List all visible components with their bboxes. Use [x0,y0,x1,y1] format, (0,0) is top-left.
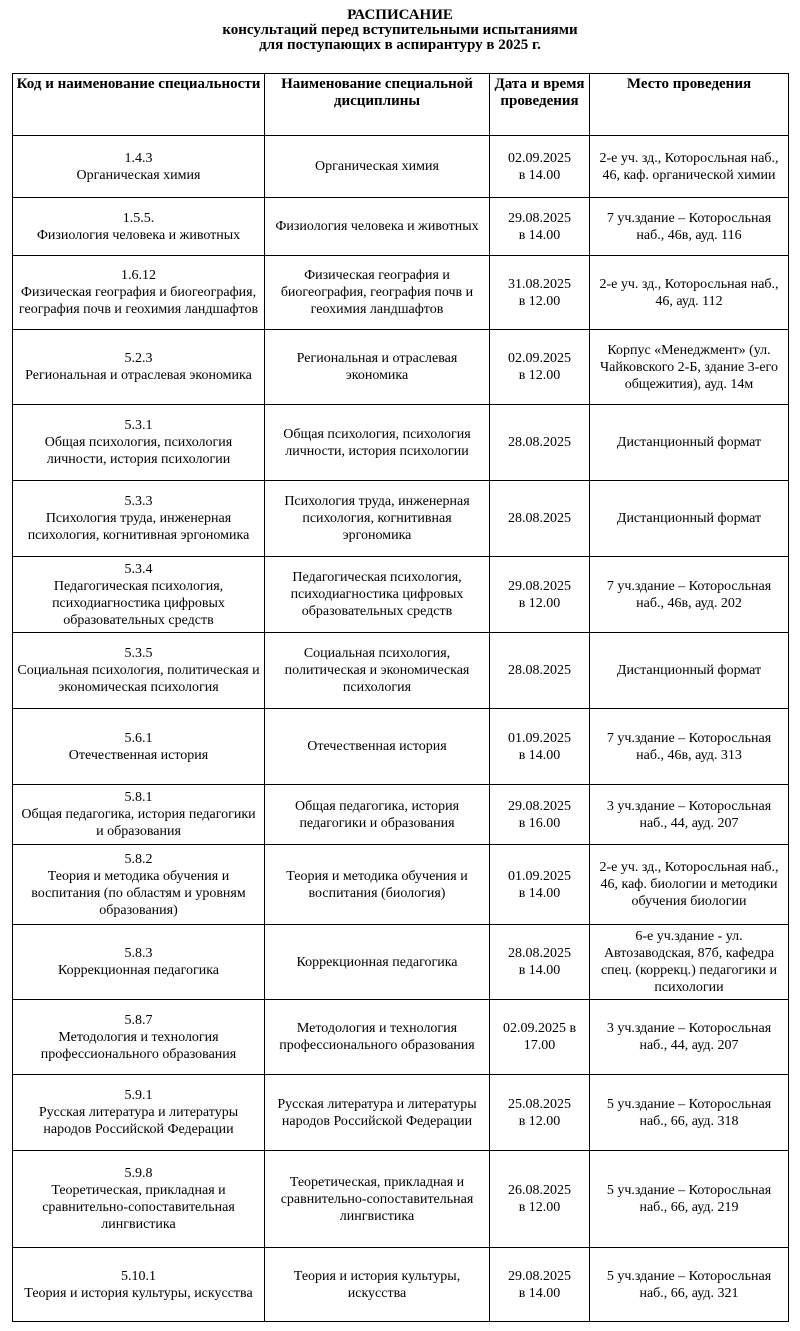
table-row [13,481,789,557]
place-cell: Дистанционный формат [590,481,789,557]
specialty-cell [13,405,265,481]
discipline-cell: Педагогическая психология, психодиагностика цифровых образовательных средств [265,557,490,633]
specialty-name: Педагогическая психология, психодиагностика цифровых образовательных средств [52,578,225,628]
date-cell [490,481,590,557]
specialty-cell [13,330,265,405]
date-value: 02.09.2025 в [502,1021,577,1036]
place-cell: 7 уч.здание – Которосльная наб., 46в, ауд. 313 [590,709,789,785]
specialty-code: 5.3.5 [124,646,153,661]
date-cell [490,633,590,709]
date-cell [490,845,590,925]
table-row [13,256,789,330]
header-place: Место проведения [590,74,789,136]
date-value: 02.09.2025 [508,351,571,366]
specialty-name: Теория и методика обучения и воспитания (по областям и уровням образования) [31,868,246,918]
specialty-cell [13,785,265,845]
table-row [13,785,789,845]
time-value: в 14.00 [518,963,561,978]
specialty-cell [13,1151,265,1248]
specialty-code: 1.5.5. [122,210,155,226]
date-cell [490,405,590,481]
schedule-body [13,136,789,1322]
time-value: в 14.00 [518,167,561,183]
place-cell: 7 уч.здание – Которосльная наб., 46в, ауд. 202 [590,557,789,633]
place-cell: 3 уч.здание – Которосльная наб., 44, ауд. 207 [590,785,789,845]
specialty-cell [13,198,265,256]
time-value: в 12.00 [518,595,561,611]
place-cell: Корпус «Менеджмент» (ул. Чайковского 2-Б, здание 3-его общежития), ауд. 14м [590,330,789,405]
document-title [0,0,800,53]
header-date: Дата и время проведения [490,74,590,136]
specialty-code: 5.9.1 [124,1088,153,1103]
specialty-name: Органическая химия [76,167,201,183]
specialty-name: Теоретическая, прикладная и сравнительно-сопоставительная лингвистика [42,1183,235,1232]
time-value: в 12.00 [518,368,561,383]
place-cell: 2-е уч. зд., Которосльная наб., 46, ауд. 112 [590,256,789,330]
specialty-name: Психология труда, инженерная психология, когнитивная эргономика [27,511,250,543]
discipline-cell: Социальная психология, политическая и экономическая психология [265,633,490,709]
place-cell: 5 уч.здание – Которосльная наб., 66, ауд. 219 [590,1151,789,1248]
specialty-cell [13,1248,265,1322]
time-value: в 12.00 [518,1200,561,1215]
specialty-name: Отечественная история [68,747,209,763]
header-discipline: Наименование специальной дисциплины [265,74,490,136]
date-cell [490,1075,590,1151]
specialty-code: 1.6.12 [121,268,156,283]
time-value: в 14.00 [518,227,561,243]
date-value: 28.08.2025 [508,946,571,961]
date-value: 25.08.2025 [508,1096,571,1112]
date-value: 28.08.2025 [508,511,571,526]
discipline-cell: Органическая химия [265,136,490,198]
specialty-code: 5.8.3 [124,946,153,961]
table-row [13,633,789,709]
table-row [13,198,789,256]
header-row [13,74,789,136]
date-value: 26.08.2025 [508,1183,571,1198]
specialty-code: 5.9.8 [124,1166,153,1181]
specialty-code: 5.8.1 [124,790,153,805]
table-row [13,845,789,925]
date-cell [490,709,590,785]
time-value: в 12.00 [518,1113,561,1129]
specialty-name: Физиология человека и животных [36,227,241,243]
discipline-cell: Коррекционная педагогика [265,925,490,1000]
date-value: 28.08.2025 [508,435,571,450]
discipline-cell: Психология труда, инженерная психология, когнитивная эргономика [265,481,490,557]
date-cell [490,1151,590,1248]
time-value: в 14.00 [518,747,561,763]
discipline-cell: Региональная и отраслевая экономика [265,330,490,405]
date-cell [490,785,590,845]
table-row [13,330,789,405]
place-cell: 3 уч.здание – Которосльная наб., 44, ауд. 207 [590,1000,789,1075]
place-cell: 2-е уч. зд., Которосльная наб., 46, каф. биологии и методики обучения биологии [590,845,789,925]
time-value: в 14.00 [518,885,561,901]
specialty-code: 5.3.3 [124,494,153,509]
place-cell: 5 уч.здание – Которосльная наб., 66, ауд. 321 [590,1248,789,1322]
discipline-cell: Теория и методика обучения и воспитания (биология) [265,845,490,925]
table-row [13,1000,789,1075]
specialty-code: 1.4.3 [124,150,153,166]
title-line-1: РАСПИСАНИЕ [347,7,453,23]
specialty-name: Общая педагогика, история педагогики и образования [21,807,256,839]
specialty-cell [13,709,265,785]
date-value: 29.08.2025 [508,1268,571,1284]
place-cell: Дистанционный формат [590,405,789,481]
specialty-cell [13,557,265,633]
date-value: 29.08.2025 [508,578,571,594]
date-cell [490,925,590,1000]
table-row [13,136,789,198]
specialty-name: Социальная психология, политическая и экономическая психология [17,663,260,695]
specialty-name: Физическая география и биогеография, география почв и геохимия ландшафтов [18,285,259,317]
discipline-cell: Общая педагогика, история педагогики и образования [265,785,490,845]
place-cell: 5 уч.здание – Которосльная наб., 66, ауд. 318 [590,1075,789,1151]
date-cell [490,1248,590,1322]
specialty-code: 5.6.1 [124,730,153,746]
table-row [13,1075,789,1151]
date-value: 02.09.2025 [508,150,571,166]
table-row [13,709,789,785]
specialty-cell [13,845,265,925]
table-row [13,1248,789,1322]
date-value: 31.08.2025 [508,276,571,292]
date-cell [490,330,590,405]
specialty-cell [13,925,265,1000]
date-value: 01.09.2025 [508,730,571,746]
table-row [13,405,789,481]
specialty-code: 5.3.4 [124,561,153,577]
date-value: 28.08.2025 [508,663,571,678]
specialty-name: Теория и история культуры, искусства [24,1285,253,1301]
place-cell: 6-е уч.здание - ул. Автозаводская, 87б, кафедра спец. (коррекц.) педагогики и психологии [590,925,789,1000]
time-value: в 14.00 [518,1285,561,1301]
title-line-3: для поступающих в аспирантуру в 2025 г. [259,37,541,53]
date-value: 29.08.2025 [508,210,571,226]
specialty-cell [13,633,265,709]
discipline-cell: Физиология человека и животных [265,198,490,256]
specialty-code: 5.3.1 [124,418,153,433]
discipline-cell: Физическая география и биогеография, география почв и геохимия ландшафтов [265,256,490,330]
specialty-name: Региональная и отраслевая экономика [25,368,252,383]
header-code: Код и наименование специальности [13,74,265,136]
specialty-cell [13,136,265,198]
date-cell [490,256,590,330]
specialty-name: Коррекционная педагогика [57,963,220,978]
place-cell: 2-е уч. зд., Которосльная наб., 46, каф. органической химии [590,136,789,198]
time-value: в 12.00 [518,293,561,309]
specialty-code: 5.8.2 [124,851,153,867]
place-cell: Дистанционный формат [590,633,789,709]
discipline-cell: Теоретическая, прикладная и сравнительно-сопоставительная лингвистика [265,1151,490,1248]
date-cell [490,1000,590,1075]
specialty-name: Русская литература и литературы народов Российской Федерации [38,1105,239,1137]
title-line-2: консультаций перед вступительными испытаниями [222,22,578,38]
date-cell [490,198,590,256]
date-value: 29.08.2025 [508,798,571,814]
discipline-cell: Отечественная история [265,709,490,785]
time-value: 17.00 [523,1038,556,1053]
date-cell [490,136,590,198]
table-row [13,1151,789,1248]
specialty-cell [13,256,265,330]
specialty-cell [13,1000,265,1075]
discipline-cell: Методология и технология профессионального образования [265,1000,490,1075]
date-cell [490,557,590,633]
time-value: в 16.00 [518,815,561,831]
table-row [13,925,789,1000]
specialty-code: 5.10.1 [121,1268,156,1284]
place-cell: 7 уч.здание – Которосльная наб., 46в, ауд. 116 [590,198,789,256]
discipline-cell: Общая психология, психология личности, история психологии [265,405,490,481]
specialty-code: 5.8.7 [124,1012,153,1028]
specialty-cell [13,481,265,557]
specialty-code: 5.2.3 [124,351,153,366]
specialty-cell [13,1075,265,1151]
date-value: 01.09.2025 [508,868,571,884]
discipline-cell: Теория и история культуры, искусства [265,1248,490,1322]
table-row [13,557,789,633]
specialty-name: Методология и технология профессионального образования [40,1029,237,1062]
specialty-name: Общая психология, психология личности, история психологии [44,435,233,467]
schedule-table [12,73,789,1322]
discipline-cell: Русская литература и литературы народов Российской Федерации [265,1075,490,1151]
